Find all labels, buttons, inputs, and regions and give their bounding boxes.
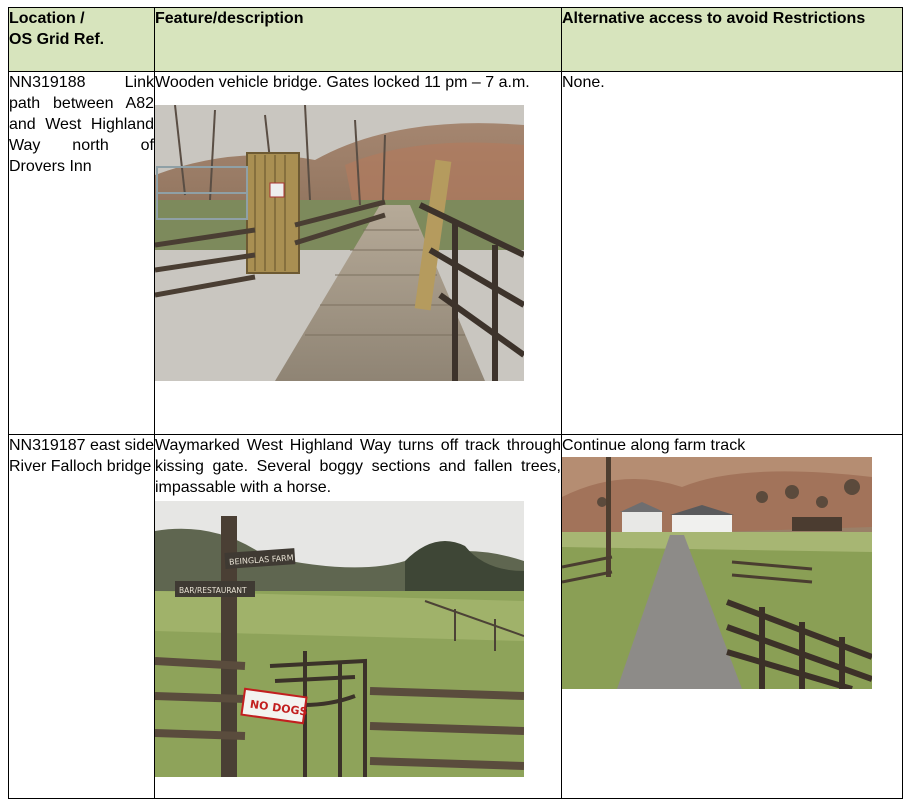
wooden-bridge-photo	[155, 105, 524, 381]
feature-text: Waymarked West Highland Way turns off track through kissing gate. Several boggy sections and fallen trees, impassable with a horse.	[155, 437, 561, 496]
farm-track-photo	[562, 457, 872, 689]
beinglas-farm-sign: BEINGLAS FARM	[228, 553, 294, 567]
header-alternative: Alternative access to avoid Restrictions	[562, 8, 903, 72]
alternative-cell	[562, 435, 903, 799]
feature-cell	[155, 435, 562, 799]
header-feature: Feature/description	[155, 8, 562, 72]
feature-text: Wooden vehicle bridge. Gates locked 11 pm – 7 a.m.	[155, 74, 530, 91]
location-cell	[9, 72, 155, 435]
no-dogs-sign: NO DOGS	[249, 697, 309, 719]
table-row	[9, 72, 903, 435]
location-cell	[9, 435, 155, 799]
alternative-cell	[562, 72, 903, 435]
kissing-gate-photo	[155, 501, 524, 777]
table-row	[9, 435, 903, 799]
access-restrictions-table	[8, 7, 903, 799]
bar-restaurant-sign: BAR/RESTAURANT	[179, 586, 247, 595]
header-location: Location / OS Grid Ref.	[9, 8, 155, 72]
location-text: NN319187 east side River Falloch bridge	[9, 437, 154, 475]
alternative-text: None.	[562, 74, 605, 91]
header-row	[9, 8, 903, 72]
alternative-text: Continue along farm track	[562, 437, 746, 454]
location-text: NN319188 Link path between A82 and West Highland Way north of Drovers Inn	[9, 74, 154, 175]
feature-cell	[155, 72, 562, 435]
